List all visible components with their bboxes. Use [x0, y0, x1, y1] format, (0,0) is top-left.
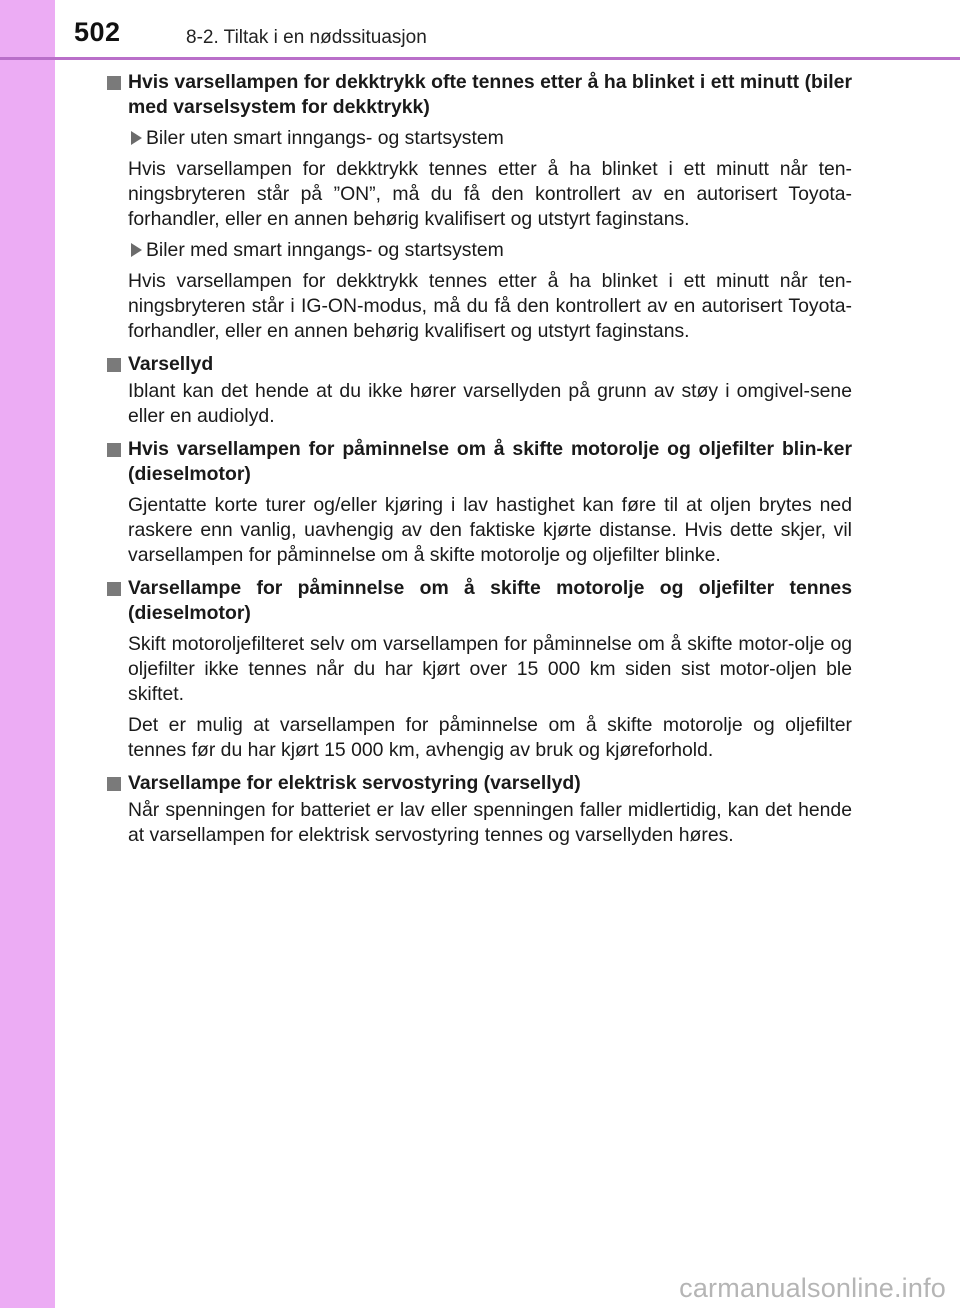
heading-text: Varsellyd — [128, 353, 214, 375]
heading-oil-reminder-blinking — [106, 437, 852, 487]
sub-item-text: Biler uten smart inngangs- og startsystem — [146, 127, 504, 149]
paragraph: Skift motoroljefilteret selv om varsellampen for påminnelse om å skifte motor-olje og oljefilter ikke tennes når du har kjørt over 15 000 km siden sist motor-oljen ble skiftet. — [128, 633, 852, 705]
header-rule — [0, 57, 960, 60]
square-bullet-icon — [107, 582, 121, 596]
sub-item-without-smart-entry — [106, 126, 852, 151]
heading-text: Varsellampe for påminnelse om å skifte motorolje og oljefilter tennes (dieselmotor) — [128, 577, 852, 624]
paragraph: Hvis varsellampen for dekktrykk tennes etter å ha blinket i ett minutt når ten-ningsbryteren står på ”ON”, må du få den kontrollert av en autorisert Toyota-forhandler, eller en annen behørig kvalifisert og utstyrt faginstans. — [128, 158, 852, 230]
square-bullet-icon — [107, 358, 121, 372]
paragraph: Hvis varsellampen for dekktrykk tennes etter å ha blinket i ett minutt når ten-ningsbryteren står i IG-ON-modus, må du få den kontrollert av en autorisert Toyota-forhandler, eller en annen behørig kvalifisert og utstyrt faginstans. — [128, 270, 852, 342]
paragraph: Iblant kan det hende at du ikke hører varsellyden på grunn av støy i omgivel-sene eller en audiolyd. — [128, 380, 852, 427]
square-bullet-icon — [107, 443, 121, 457]
page-body — [106, 70, 852, 848]
side-tab-band — [0, 0, 55, 1308]
heading-warning-sound — [106, 352, 852, 377]
heading-tire-pressure-warning — [106, 70, 852, 120]
watermark: carmanualsonline.info — [679, 1273, 946, 1303]
page-number: 502 — [74, 17, 121, 47]
heading-oil-reminder-lit — [106, 576, 852, 626]
paragraph: Når spenningen for batteriet er lav eller spenningen faller midlertidig, kan det hende at varsellampen for elektrisk servostyring tennes og varsellyden høres. — [128, 799, 852, 846]
square-bullet-icon — [107, 777, 121, 791]
sub-item-with-smart-entry — [106, 238, 852, 263]
heading-text: Varsellampe for elektrisk servostyring (varsellyd) — [128, 772, 581, 794]
triangle-arrow-icon — [131, 243, 142, 257]
section-title: 8-2. Tiltak i en nødssituasjon — [186, 27, 427, 48]
heading-power-steering-warning — [106, 771, 852, 796]
header-tab-block — [0, 0, 55, 57]
heading-text: Hvis varsellampen for dekktrykk ofte tennes etter å ha blinket i ett minutt (biler med varselsystem for dekktrykk) — [128, 71, 852, 118]
triangle-arrow-icon — [131, 131, 142, 145]
paragraph: Gjentatte korte turer og/eller kjøring i lav hastighet kan føre til at oljen brytes ned raskere enn vanlig, uavhengig av den faktiske kjørte distanse. Hvis dette skjer, vil varsellampen for påminnelse om å skifte motorolje og oljefilter blinke. — [128, 494, 852, 566]
square-bullet-icon — [107, 76, 121, 90]
heading-text: Hvis varsellampen for påminnelse om å skifte motorolje og oljefilter blin-ker (dieselmotor) — [128, 438, 852, 485]
sub-item-text: Biler med smart inngangs- og startsystem — [146, 239, 504, 261]
paragraph: Det er mulig at varsellampen for påminnelse om å skifte motorolje og oljefilter tennes før du har kjørt 15 000 km, avhengig av bruk og kjøreforhold. — [128, 714, 852, 761]
header-band — [0, 0, 960, 57]
